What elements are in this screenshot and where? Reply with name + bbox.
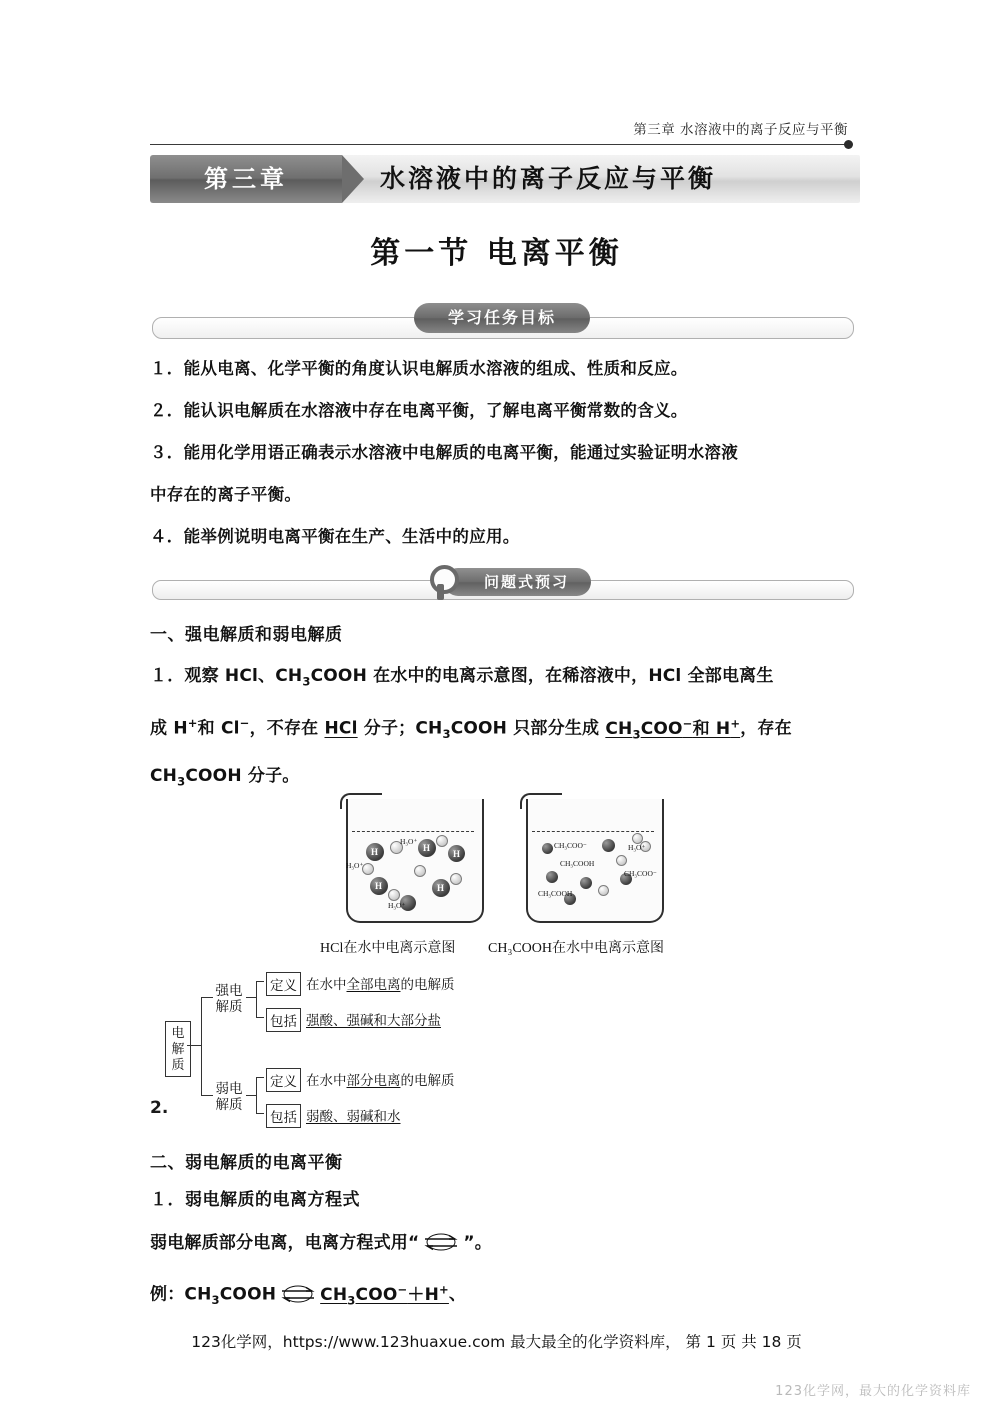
learning-goal-item: ４．能举例说明电离平衡在生产、生活中的应用。 [150, 527, 520, 546]
header-rule [150, 144, 850, 145]
q1-text-i: ，存在 [740, 719, 792, 740]
learning-goal-item: ３．能用化学用语正确表示水溶液中电解质的电离平衡，能通过实验证明水溶液 [150, 443, 738, 462]
q1-text-h: 和 H [692, 719, 731, 740]
q1-underline-ch3coo [605, 716, 741, 742]
molecule-symbol-h: H [375, 881, 383, 891]
learning-goal-item: ２．能认识电解质在水溶液中存在电离平衡，了解电离平衡常数的含义。 [150, 401, 688, 420]
p3-text-b: COOH [219, 1284, 277, 1305]
page-title: 第一节 电离平衡 [370, 236, 623, 271]
tree-line [256, 981, 264, 982]
q1-text-f: 分子；CH [357, 719, 443, 740]
molecule-label-h3o: H₃O⁺ [628, 843, 646, 852]
p3-text-e: ＋H [407, 1284, 440, 1305]
molecule-symbol-h: H [371, 847, 379, 857]
tree-text-weak-includes: 弱酸、弱碱和水 [306, 1109, 401, 1124]
beaker-hcl [340, 785, 486, 925]
q1-text-d: 和 Cl [197, 719, 240, 740]
equation-note-paragraph [150, 1222, 862, 1264]
molecule-label-ch3coo: CH₃COO⁻ [554, 841, 587, 850]
q1-underline-coo: COO [640, 719, 683, 740]
q1-sub-3c: 3 [632, 727, 641, 742]
figure-caption-hcl: HCl在水中电离示意图 [320, 941, 456, 956]
learning-goal-banner [152, 303, 852, 339]
tree-node-weak: 弱电 解质 [215, 1081, 243, 1112]
q1-text-c: 成 H [150, 719, 188, 740]
learning-goal-label: 学习任务目标 [414, 303, 590, 333]
molecule-h3o [388, 889, 400, 901]
q1-text-j: CH [150, 766, 178, 787]
figure-caption-ch3cooh: CH₃COOH在水中电离示意图 [488, 941, 664, 956]
beaker-ch3cooh [520, 785, 666, 925]
tree-text-strong-definition: 在水中全部电离的电解质 [306, 977, 455, 992]
tree-line [256, 1077, 257, 1113]
molecule-symbol-h: H [437, 883, 445, 893]
molecule-label-ch3cooh: CH₃COOH [538, 889, 573, 898]
q1-underline-ch: CH [605, 719, 633, 740]
ionization-diagrams [150, 785, 862, 975]
q1-text-a: １．观察 HCl、CH [150, 666, 303, 686]
molecule-label-h3o: H₃O⁺ [400, 837, 418, 846]
q1-text-e: ，不存在 [249, 719, 325, 740]
tree-text-weak-definition: 在水中部分电离的电解质 [306, 1073, 455, 1088]
tree-label-weak-includes: 包括 [266, 1104, 301, 1128]
chapter-title: 水溶液中的离子反应与平衡 [380, 164, 717, 193]
p3-sup-minus: − [397, 1282, 408, 1296]
q1-sup-plus: + [187, 716, 198, 731]
p3-text-f: 、 [448, 1284, 467, 1305]
p2-text-a: 弱电解质部分电离，电离方程式用“ [150, 1233, 420, 1253]
molecule-ch3coo [542, 843, 553, 854]
molecule-label-h3o: H₃O⁺ [346, 861, 364, 870]
chapter-banner [150, 155, 860, 203]
tree-line [256, 1113, 264, 1114]
molecule-water [616, 855, 627, 866]
tree-line [201, 1095, 213, 1096]
chapter-tab-label: 第三章 [204, 165, 288, 193]
molecule-label-ch3cooh: CH₃COOH [560, 859, 595, 868]
preview-banner [152, 565, 852, 603]
tree-line [187, 1045, 201, 1046]
molecule-h3o [414, 865, 426, 877]
section-heading-1: 一、强电解质和弱电解质 [150, 625, 343, 645]
molecule-h3o [450, 873, 462, 885]
tree-label-strong-definition: 定义 [266, 972, 301, 996]
tree-line [256, 1077, 264, 1078]
tree-label-strong-includes: 包括 [266, 1008, 301, 1032]
molecule-label-h3o: H₃O⁺ [388, 901, 406, 910]
question-2-heading: １．弱电解质的电离方程式 [150, 1190, 360, 1210]
p3-sub-3: 3 [211, 1293, 220, 1308]
watermark: 123化学网，最大的化学资料库 [775, 1384, 971, 1399]
q1-sub-3: 3 [302, 674, 311, 689]
p3-underline-product [320, 1282, 449, 1308]
page-footer: 123化学网，https://www.123huaxue.com 最大最全的化学资料库， 第 1 页 共 18 页 [191, 1333, 802, 1351]
p2-text-b: ”。 [463, 1233, 492, 1253]
preview-banner-label: 问题式预习 [444, 568, 591, 596]
section-heading-2: 二、弱电解质的电离平衡 [150, 1153, 343, 1173]
tree-text-strong-includes: 强酸、强碱和大部分盐 [306, 1013, 441, 1028]
list-index-2: 2. [150, 1098, 169, 1118]
tree-line [246, 997, 256, 998]
running-head: 第三章 水溶液中的离子反应与平衡 [633, 122, 848, 138]
learning-goal-list [150, 348, 860, 558]
q1-text-g: COOH 只部分生成 [450, 719, 606, 740]
question-1-paragraph [150, 655, 862, 803]
q1-text-b: COOH 在水中的电离示意图，在稀溶液中，HCl 全部电离生 [310, 666, 774, 686]
tree-line [256, 981, 257, 1017]
p3-text-a: 例：CH [150, 1284, 212, 1305]
example-equation-paragraph [150, 1268, 862, 1321]
q1-sub-3d: 3 [177, 774, 186, 789]
molecule-h3o [436, 835, 448, 847]
beaker-waterline [532, 831, 654, 832]
molecule-ch3coo [546, 871, 558, 883]
p3-text-d: COO [355, 1284, 398, 1305]
tree-node-strong: 强电 解质 [215, 983, 243, 1014]
molecule-h3o [362, 863, 374, 875]
equilibrium-arrow-icon [421, 1235, 461, 1251]
p3-sup-plus: + [439, 1282, 449, 1296]
q1-sup-minus: − [239, 716, 250, 731]
molecule-ch3coo [580, 877, 592, 889]
molecule-ch3coo [602, 839, 615, 852]
tree-line [256, 1017, 264, 1018]
header-dot [844, 140, 853, 149]
q1-sup-plus-2: + [730, 716, 741, 731]
learning-goal-item: 中存在的离子平衡。 [150, 485, 302, 504]
tree-line [201, 997, 202, 1095]
electrolyte-tree-diagram [150, 965, 650, 1125]
molecule-symbol-h: H [423, 843, 431, 853]
tree-label-weak-definition: 定义 [266, 1068, 301, 1092]
beaker-glass [526, 799, 664, 923]
q1-underline-hcl: HCl [324, 719, 358, 740]
q1-text-k: COOH 分子。 [185, 766, 300, 787]
molecule-label-ch3coo: CH₃COO⁻ [624, 869, 657, 878]
p3-text-c: CH [320, 1284, 348, 1305]
magnifier-icon [424, 562, 458, 602]
tree-line [201, 997, 213, 998]
molecule-water [598, 885, 609, 896]
learning-goal-item: １．能从电离、化学平衡的角度认识电解质水溶液的组成、性质和反应。 [150, 359, 688, 378]
equilibrium-arrow-icon [278, 1287, 318, 1303]
q1-sub-3b: 3 [442, 727, 451, 742]
tree-root-node: 电 解 质 [165, 1021, 191, 1077]
beaker-waterline [352, 831, 474, 832]
p3-sub-3b: 3 [347, 1293, 356, 1308]
tree-line [246, 1095, 256, 1096]
q1-sup-minus-2: − [682, 716, 693, 731]
molecule-symbol-h: H [453, 849, 461, 859]
